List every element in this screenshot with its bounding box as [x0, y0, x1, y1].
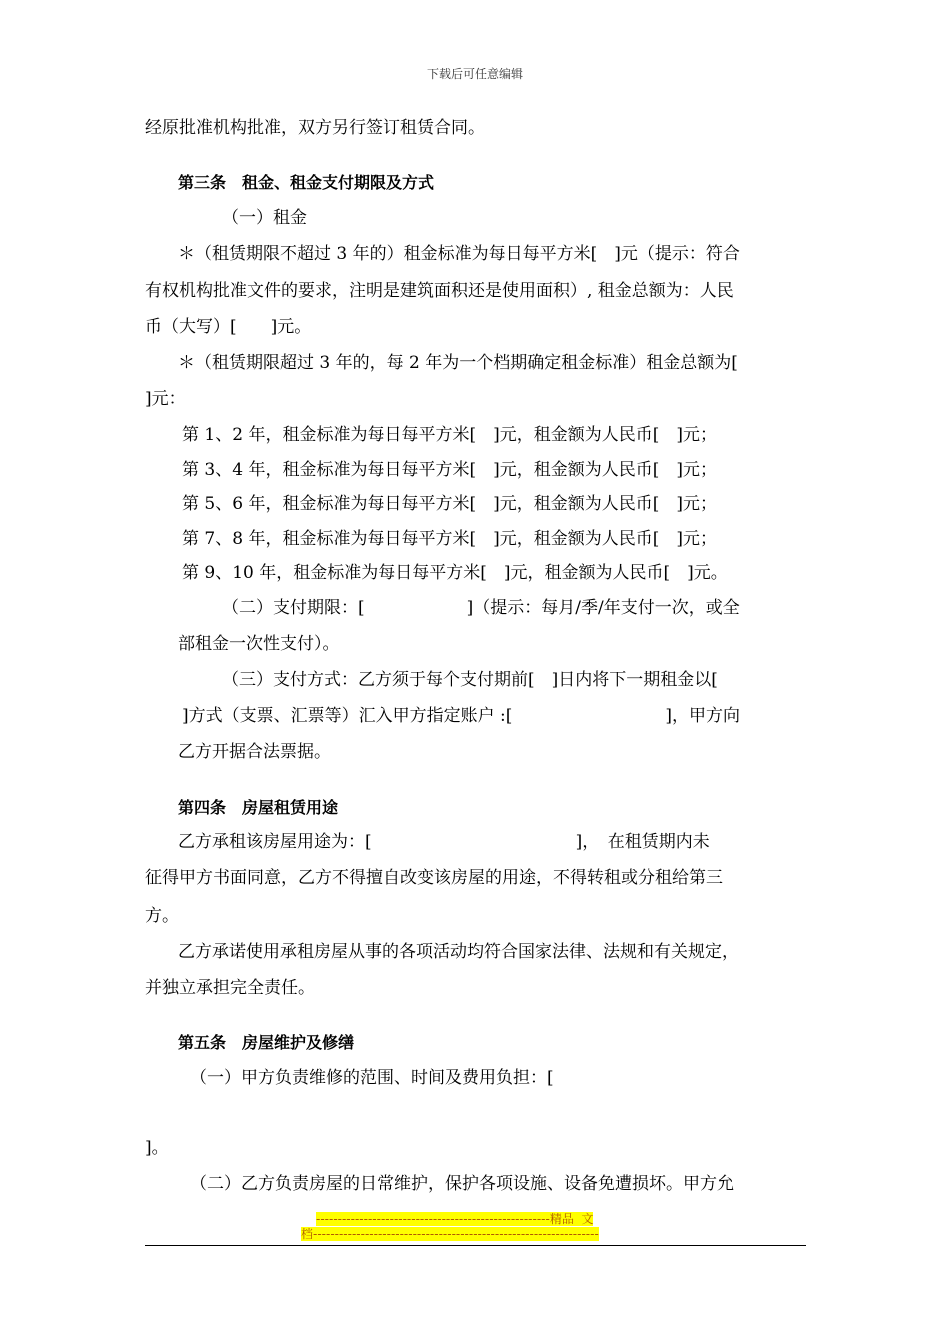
paragraph-line: ＊（租赁期限超过 3 年的，每 2 年为一个档期确定租金标准）租金总额为[	[178, 353, 738, 373]
paragraph-line: 有权机构批准文件的要求，注明是建筑面积还是使用面积）, 租金总额为：人民	[145, 281, 734, 301]
rent-schedule-item: 第 1、2 年，租金标准为每日每平方米[ ]元，租金额为人民币[ ]元；	[182, 425, 717, 445]
rent-schedule-item: 第 7、8 年，租金标准为每日每平方米[ ]元，租金额为人民币[ ]元；	[182, 529, 717, 549]
paragraph-line: 经原批准机构批准，双方另行签订租赁合同。	[145, 118, 485, 138]
paragraph-line: ]方式（支票、汇票等）汇入甲方指定账户 :[ ]，甲方向	[182, 706, 741, 726]
paragraph-line: ＊（租赁期限不超过 3 年的）租金标准为每日每平方米[ ]元（提示：符合	[178, 244, 740, 264]
paragraph-line: 方。	[145, 906, 179, 926]
paragraph-line: 并独立承担完全责任。	[145, 978, 315, 998]
section-heading-article-5: 第五条 房屋维护及修缮	[178, 1033, 355, 1052]
paragraph-line: ]。	[145, 1138, 169, 1158]
subsection-payment-term: （二）支付期限：[ ]（提示：每月/季/年支付一次，或全	[222, 598, 740, 618]
paragraph-line: 部租金一次性支付）。	[178, 634, 340, 654]
paragraph-line: 乙方承诺使用承租房屋从事的各项活动均符合国家法律、法规和有关规定，	[178, 942, 739, 962]
footer-banner-line-1	[316, 1212, 593, 1226]
rent-schedule-item: 第 9、10 年，租金标准为每日每平方米[ ]元，租金额为人民币[ ]元。	[182, 563, 728, 583]
subsection-rent: （一）租金	[222, 208, 307, 228]
paragraph-line: 币（大写）[ ]元。	[145, 317, 312, 337]
subsection-tenant-maintenance: （二）乙方负责房屋的日常维护，保护各项设施、设备免遭损坏。甲方允	[190, 1174, 734, 1194]
paragraph-line: 乙方承租该房屋用途为：[ ]， 在租赁期内未	[178, 832, 710, 852]
paragraph-line: ]元：	[145, 389, 186, 409]
rent-schedule-item: 第 5、6 年，租金标准为每日每平方米[ ]元，租金额为人民币[ ]元；	[182, 494, 717, 514]
footer-banner-line-2	[301, 1227, 599, 1241]
footer-banner-text: 档------------------------------------------------------------------	[301, 1227, 599, 1241]
rent-schedule-item: 第 3、4 年，租金标准为每日每平方米[ ]元，租金额为人民币[ ]元；	[182, 460, 717, 480]
paragraph-line: 乙方开据合法票据。	[178, 742, 331, 762]
footer-banner-text: ------------------------------------------------------精品 文	[316, 1212, 594, 1226]
footer-rule	[145, 1245, 806, 1246]
paragraph-line: 征得甲方书面同意，乙方不得擅自改变该房屋的用途，不得转租或分租给第三	[145, 868, 723, 888]
subsection-landlord-repair: （一）甲方负责维修的范围、时间及费用负担：[	[190, 1068, 554, 1088]
section-heading-article-4: 第四条 房屋租赁用途	[178, 798, 339, 817]
subsection-payment-method: （三）支付方式：乙方须于每个支付期前[ ]日内将下一期租金以[	[222, 670, 718, 690]
section-heading-article-3: 第三条 租金、租金支付期限及方式	[178, 173, 435, 192]
page-header: 下载后可任意编辑	[426, 67, 523, 81]
